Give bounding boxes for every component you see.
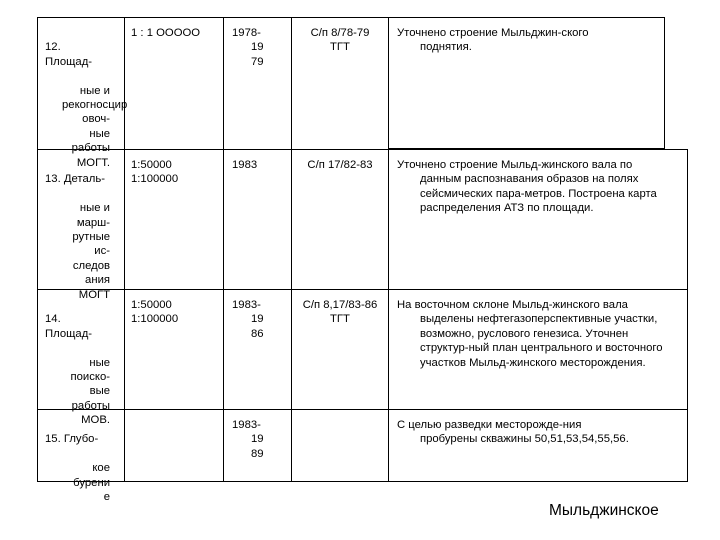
- result-cell: На восточном склоне Мыльд-жинского вала выделены нефтегазоперспективные участки, возможно, руслового генезиса. Уточнен структур-ный план центрального и восточного участков Мыльд-жинского месторождения.: [388, 289, 688, 409]
- table-row: [37, 289, 688, 427]
- deposit-title: Мыльджинское: [549, 502, 659, 519]
- work-type-cell: 13. Деталь- ные и марш- рутные ис- следов ания МОГТ: [37, 149, 124, 289]
- years-cell: 1983- 19 86: [223, 289, 291, 409]
- report-cell: С/п 17/82-83: [291, 149, 388, 289]
- scale-cell: 1:50000 1:100000: [124, 149, 223, 289]
- table-row: [37, 149, 688, 301]
- work-type-cell: 15. Глубо- кое бурени е: [37, 409, 124, 482]
- result-cell: С целью разведки месторожде-ния пробурены скважины 50,51,53,54,55,56.: [388, 409, 688, 482]
- report-cell: С/п 8/78-79 ТГТ: [291, 17, 388, 149]
- years-cell: 1978- 19 79: [223, 17, 291, 149]
- table-row: [37, 409, 688, 504]
- years-cell: 1983- 19 89: [223, 409, 291, 482]
- results-table: [37, 17, 688, 504]
- result-cell: Уточнено строение Мыльд-жинского вала по данным распознавания образов на полях сейсмических пара-метров. Построена карта распределения АТЗ по площади.: [388, 149, 688, 289]
- work-type-cell: 14. Площад- ные поиско- вые работы МОВ.: [37, 289, 124, 409]
- report-cell: С/п 8,17/83-86 ТГТ: [291, 289, 388, 409]
- scale-cell: 1:50000 1:100000: [124, 289, 223, 409]
- result-cell: Уточнено строение Мыльджин-ского поднятия.: [388, 17, 665, 149]
- years-cell: 1983: [223, 149, 291, 289]
- report-cell: [291, 409, 388, 482]
- work-type-cell: 12. Площад- ные и рекогносцир овоч- ные работы МОГТ.: [37, 17, 124, 149]
- scale-cell: [124, 409, 223, 482]
- scale-cell: 1 : 1 ООООО: [124, 17, 223, 149]
